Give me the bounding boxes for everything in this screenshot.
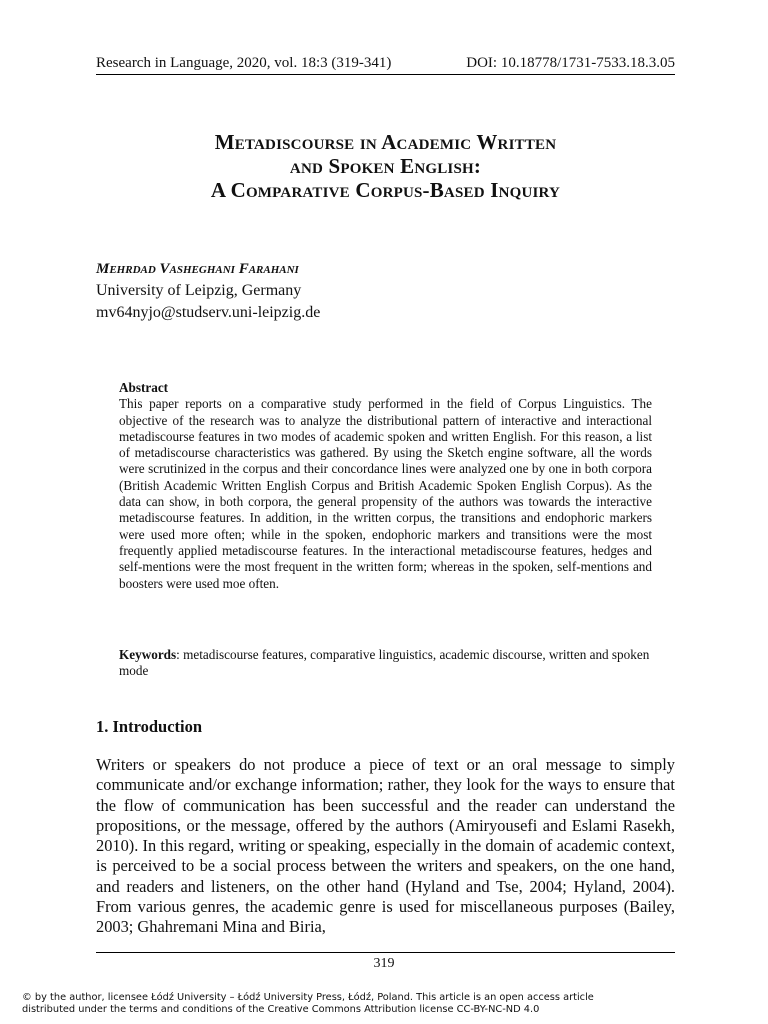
page-number: 319 [373,956,395,971]
footer-rule [96,952,675,953]
abstract [119,380,652,592]
abstract-body: This paper reports on a comparative study performed in the field of Corpus Linguistics. The objective of the research was to analyze the distributional pattern of interactive and interactional metadiscourse features in two modes of academic spoken and written English. For this reason, a list of metadiscourse characteristics was gathered. By using the Sketch engine software, all the words were scrutinized in the corpus and their concordance lines were analyzed one by one in both corpora (British Academic Written English Corpus and British Academic Spoken English Corpus). As the data can show, in both corpora, the general propensity of the authors was towards the interactive metadiscourse features. In addition, in the written corpus, the transitions and endophoric markers were used more often; while in the spoken, endophoric markers and transitions were the most frequently applied metadiscourse features. In the interactional metadiscourse features, hedges and self-mentions were the most frequent in the written form; whereas in the spoken, self-mentions and boosters were used moe often. [119,396,652,591]
title-line-2: and Spoken English: [289,154,482,178]
section-heading: 1. Introduction [96,717,203,736]
author-affiliation: University of Leipzig, Germany [96,282,302,299]
title-line-1: Metadiscourse in Academic Written [214,130,557,154]
license-line-2: distributed under the terms and conditions of the Creative Commons Attribution license CC-BY-NC-ND 4.0 [22,1004,540,1015]
running-header [96,52,675,75]
license-notice [22,992,752,1016]
journal-citation: Research in Language, 2020, vol. 18:3 (319-341) [96,55,392,71]
article-title [96,130,675,202]
license-line-1: © by the author, licensee Łódź University – Łódź University Press, Łódź, Poland. This article is an open access article [22,992,594,1003]
abstract-heading: Abstract [119,380,169,395]
title-line-3: A Comparative Corpus-Based Inquiry [210,178,561,202]
author-name: Mehrdad Vasheghani Farahani [96,261,299,277]
keywords-label: Keywords [119,647,177,662]
author-block [96,258,675,324]
author-email: mv64nyjo@studserv.uni-leipzig.de [96,304,321,321]
introduction-paragraph: Writers or speakers do not produce a piece of text or an oral message to simply communicate and/or exchange information; rather, they look for the ways to ensure that the flow of communication has been successful and the reader can understand the propositions, or the message, offered by the authors (Amiryousefi and Eslami Rasekh, 2010). In this regard, writing or speaking, especially in the domain of academic context, is perceived to be a social process between the writers and speakers, on the one hand, and readers and listeners, on the other hand (Hyland and Tse, 2004; Hyland, 2004). From various genres, the academic genre is used for miscellaneous purposes (Bailey, 2003; Ghahremani Mina and Biria, [96,755,675,937]
doi: DOI: 10.18778/1731-7533.18.3.05 [466,55,675,71]
keywords [119,647,652,680]
keywords-text: : metadiscourse features, comparative linguistics, academic discourse, written and spoken mode [119,647,650,679]
